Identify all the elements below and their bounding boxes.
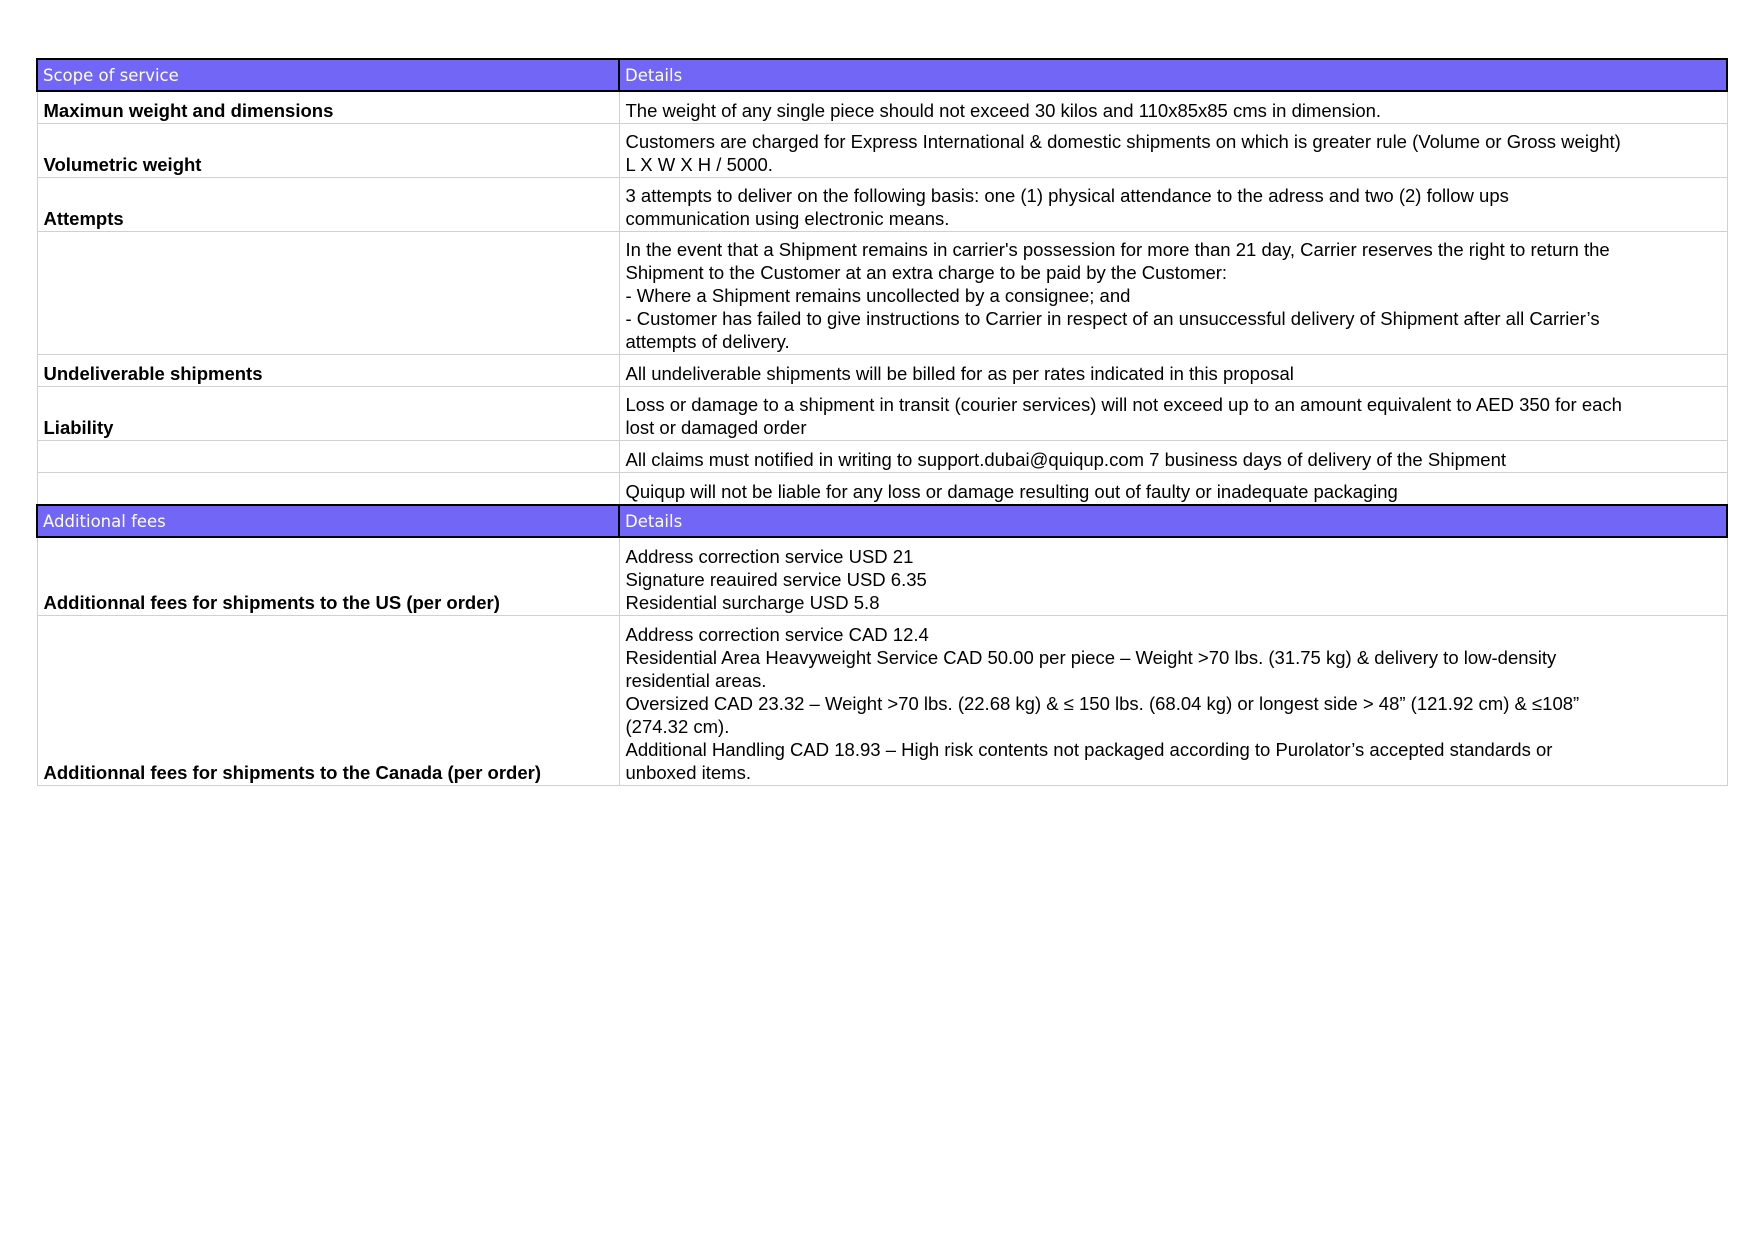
row-details: All claims must notified in writing to support.dubai@quiqup.com 7 business days of delivery of the Shipment xyxy=(619,441,1727,473)
table-row xyxy=(37,91,1727,124)
row-label: Additionnal fees for shipments to the Canada (per order) xyxy=(37,616,619,786)
row-details: All undeliverable shipments will be billed for as per rates indicated in this proposal xyxy=(619,355,1727,387)
table-row xyxy=(37,232,1727,355)
table-row xyxy=(37,441,1727,473)
table-row xyxy=(37,616,1727,786)
row-details: Customers are charged for Express International & domestic shipments on which is greater rule (Volume or Gross weight) L X W X H / 5000. xyxy=(619,124,1727,178)
table-row xyxy=(37,124,1727,178)
table-row xyxy=(37,178,1727,232)
service-terms-table xyxy=(36,58,1728,786)
row-details: Address correction service CAD 12.4 Residential Area Heavyweight Service CAD 50.00 per piece – Weight >70 lbs. (31.75 kg) & delivery to low-density residential areas. Oversized CAD 23.32 – Weight >70 lbs. (22.68 kg) & ≤ 150 lbs. (68.04 kg) or longest side > 48” (121.92 cm) & ≤108” (274.32 cm). Additional Handling CAD 18.93 – High risk contents not packaged according to Purolator’s accepted standards or unboxed items. xyxy=(619,616,1727,786)
row-label xyxy=(37,232,619,355)
row-label: Attempts xyxy=(37,178,619,232)
row-details: Quiqup will not be liable for any loss or damage resulting out of faulty or inadequate packaging xyxy=(619,473,1727,506)
table-row xyxy=(37,387,1727,441)
row-details: The weight of any single piece should not exceed 30 kilos and 110x85x85 cms in dimension. xyxy=(619,91,1727,124)
row-details: Loss or damage to a shipment in transit (courier services) will not exceed up to an amount equivalent to AED 350 for each lost or damaged order xyxy=(619,387,1727,441)
scope-header-row xyxy=(37,59,1727,91)
row-label: Volumetric weight xyxy=(37,124,619,178)
row-label: Undeliverable shipments xyxy=(37,355,619,387)
table-row xyxy=(37,473,1727,506)
fees-header-details: Details xyxy=(619,505,1727,537)
row-label xyxy=(37,441,619,473)
table-row xyxy=(37,537,1727,616)
row-label xyxy=(37,473,619,506)
scope-header-label: Scope of service xyxy=(37,59,619,91)
row-details: In the event that a Shipment remains in carrier's possession for more than 21 day, Carrier reserves the right to return the Shipment to the Customer at an extra charge to be paid by the Customer: - Where a Shipment remains uncollected by a consignee; and - Customer has failed to give instructions to Carrier in respect of an unsuccessful delivery of Shipment after all Carrier’s attempts of delivery. xyxy=(619,232,1727,355)
fees-header-row xyxy=(37,505,1727,537)
row-details: Address correction service USD 21 Signature reauired service USD 6.35 Residential surcharge USD 5.8 xyxy=(619,537,1727,616)
fees-header-label: Additional fees xyxy=(37,505,619,537)
row-label: Maximun weight and dimensions xyxy=(37,91,619,124)
row-label: Liability xyxy=(37,387,619,441)
row-details: 3 attempts to deliver on the following basis: one (1) physical attendance to the adress and two (2) follow ups communication using electronic means. xyxy=(619,178,1727,232)
scope-header-details: Details xyxy=(619,59,1727,91)
row-label: Additionnal fees for shipments to the US (per order) xyxy=(37,537,619,616)
table-row xyxy=(37,355,1727,387)
